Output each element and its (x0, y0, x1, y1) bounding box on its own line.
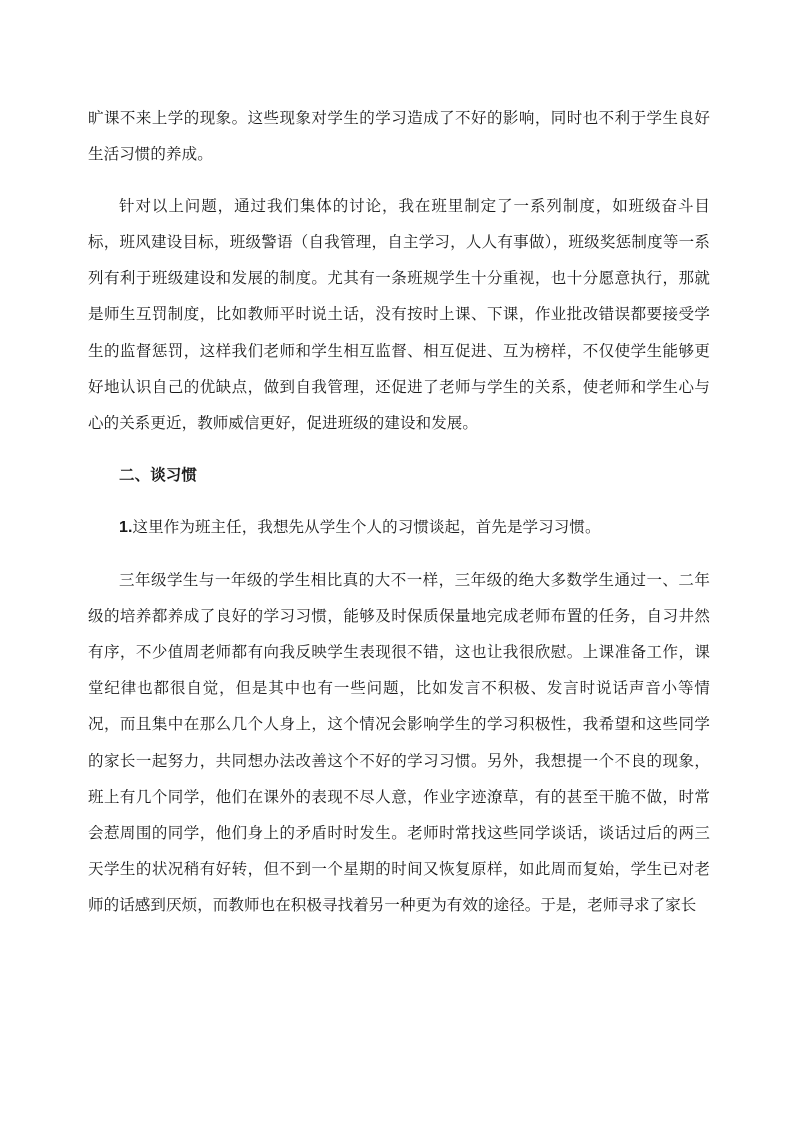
list-item-number: 1. (119, 518, 133, 536)
section-heading: 二、谈习惯 (119, 465, 198, 484)
paragraph-rules: 针对以上问题，通过我们集体的讨论，我在班里制定了一系列制度，如班级奋斗目标，班风建设目标，班级警语（自我管理，自主学习，人人有事做），班级奖惩制度等一系列有利于班级建设和发展的制度。尤其有一条班规学生十分重视，也十分愿意执行，那就是师生互罚制度，比如教师平时说土话，没有按时上课、下课，作业批改错误都要接受学生的监督惩罚，这样我们老师和学生相互监督、相互促进、互为榜样，不仅使学生能够更好地认识自己的优缺点，做到自我管理，还促进了老师与学生的关系，使老师和学生心与心的关系更近，教师威信更好，促进班级的建设和发展。 (88, 197, 710, 432)
list-item-text: 这里作为班主任，我想先从学生个人的习惯谈起，首先是学习习惯。 (132, 517, 601, 536)
paragraph-continuation: 旷课不来上学的现象。这些现象对学生的学习造成了不好的影响，同时也不利于学生良好生活习惯的养成。 (88, 109, 710, 164)
document-body (88, 100, 710, 923)
list-item-1 (88, 509, 710, 546)
paragraph-study-habits: 三年级学生与一年级的学生相比真的大不一样，三年级的绝大多数学生通过一、二年级的培养都养成了良好的学习习惯，能够及时保质保量地完成老师布置的任务，自习井然有序，不少值周老师都有向我反映学生表现很不错，这也让我很欣慰。上课准备工作，课堂纪律也都很自觉，但是其中也有一些问题，比如发言不积极、发言时说话声音小等情况，而且集中在那么几个人身上，这个情况会影响学生的学习积极性，我希望和这些同学的家长一起努力，共同想办法改善这个不好的学习习惯。另外，我想提一个不良的现象，班上有几个同学，他们在课外的表现不尽人意，作业字迹潦草，有的甚至干脆不做，时常会惹周围的同学，他们身上的矛盾时时发生。老师时常找这些同学谈话，谈话过后的两三天学生的状况稍有好转，但不到一个星期的时间又恢复原样，如此周而复始，学生已对老师的话感到厌烦，而教师也在积极寻找着另一种更为有效的途径。于是，老师寻求了家长 (88, 571, 710, 914)
